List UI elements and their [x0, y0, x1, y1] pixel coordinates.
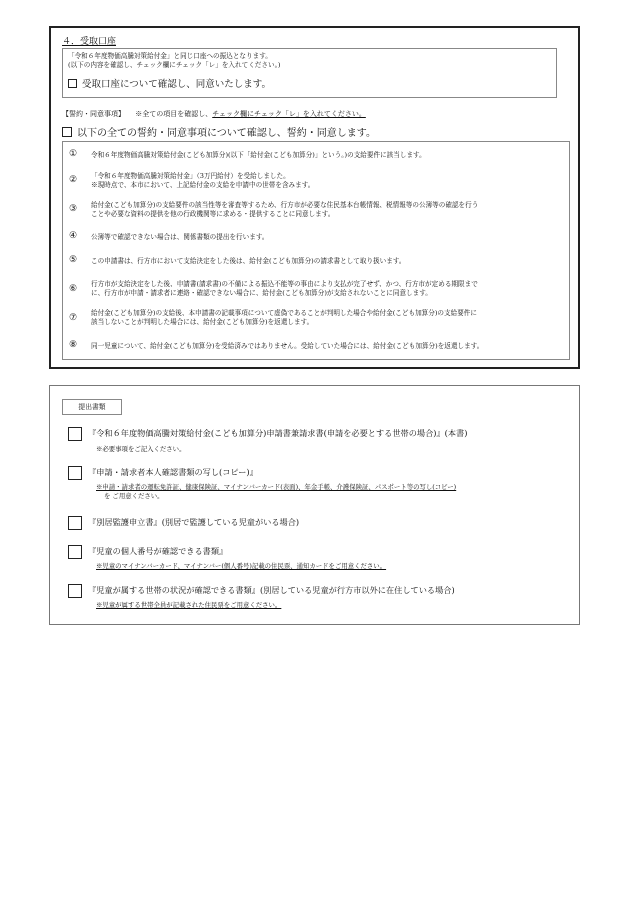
- receiving-account-box: [62, 48, 557, 98]
- pledge-heading: [62, 109, 366, 119]
- pledge-item-number: ④: [69, 231, 78, 241]
- document-checkbox[interactable]: [68, 584, 82, 598]
- pledge-item-number: ①: [69, 149, 78, 159]
- pledge-item-text: 該当しないことが判明した場合には、給付金(こども加算分)を返還します。: [91, 318, 314, 326]
- pledge-consent-label: 以下の全ての誓約・同意事項について確認し、誓約・同意します。: [77, 128, 376, 139]
- receiving-account-consent-label: 受取口座について確認し、同意いたします。: [82, 79, 272, 90]
- pledge-item: [63, 230, 571, 248]
- receiving-account-checkbox[interactable]: [68, 79, 77, 88]
- pledge-heading-prefix: 【誓約・同意事項】: [62, 110, 125, 118]
- pledge-item-number: ⑤: [69, 255, 78, 265]
- receiving-account-heading: ４．受取口座: [62, 37, 117, 47]
- document-note: を ご用意ください。: [104, 492, 164, 500]
- pledge-item: [63, 277, 571, 301]
- document-title: 『別居監護申立書』(別居で監護している児童がいる場合): [88, 517, 300, 527]
- document-title: 『令和６年度物価高騰対策給付金(こども加算分)申請書兼請求書(申請を必要とする世帯の場合)』(本書): [88, 428, 468, 438]
- document-checkbox[interactable]: [68, 545, 82, 559]
- receiving-account-line1: 「令和６年度物価高騰対策給付金」と同じ口座への振込となります。: [68, 52, 272, 60]
- pledge-item-number: ②: [69, 175, 78, 185]
- document-note: ※児童が属する世帯全員が記載された住民票をご用意ください。: [96, 601, 282, 609]
- document-item: [68, 427, 568, 457]
- document-item: [68, 584, 568, 614]
- document-note: ※申請・請求者の運転免許証、健康保険証、マイナンバーカード(表面)、年金手帳、介護保険証、パスポート等の写し(コピー): [96, 483, 457, 491]
- pledge-item: [63, 147, 571, 165]
- pledge-item-text: に、行方市が申請・請求者に連絡・確認できない場合に、給付金(こども加算分)が支給されないことに同意します。: [91, 289, 432, 297]
- pledge-item-text: 給付金(こども加算分)の支給要件の該当性等を審査等するため、行方市が必要な住民基本台帳情報、税情報等の公簿等の確認を行う: [91, 201, 479, 209]
- document-note: ※必要事項をご記入ください。: [96, 445, 186, 453]
- pledge-item-number: ⑦: [69, 313, 78, 323]
- receiving-account-line2: (以下の内容を確認し、チェック欄にチェック「レ」を入れてください。): [68, 61, 281, 69]
- document-note: ※児童のマイナンバーカード、マイナンバー(個人番号)記載の住民票、通知カードをご用意ください。: [96, 562, 387, 570]
- pledge-item-text: 同一児童について、給付金(こども加算分)を受給済みではありません。受給していた場合には、給付金(こども加算分)を返還します。: [91, 342, 484, 350]
- pledge-item: [63, 306, 571, 330]
- document-title: 『児童の個人番号が確認できる書類』: [88, 546, 228, 556]
- pledge-item-text: 「令和６年度物価高騰対策給付金」（3万円給付）を受給しました。: [91, 172, 290, 180]
- document-checkbox[interactable]: [68, 516, 82, 530]
- documents-label: 提出書類: [62, 399, 122, 415]
- pledge-item-number: ⑥: [69, 284, 78, 294]
- pledge-item: [63, 254, 571, 272]
- document-title: 『申請・請求者本人確認書類の写し(コピー)』: [88, 467, 258, 477]
- pledge-item-text: 行方市が支給決定をした後、申請書(請求書)の不備による振込不能等の事由により支払が完了せず、かつ、行方市が定める期限まで: [91, 280, 478, 288]
- document-item: [68, 466, 568, 506]
- document-item: [68, 545, 568, 575]
- pledge-item-text: 給付金(こども加算分)の支給後、本申請書の記載事項について虚偽であることが判明した場合や給付金(こども加算分)の支給要件に: [91, 309, 477, 317]
- document-checkbox[interactable]: [68, 427, 82, 441]
- document-title: 『児童が属する世帯の状況が確認できる書類』(別居している児童が行方市以外に在住している場合): [88, 585, 455, 595]
- pledge-item-list: [62, 141, 570, 360]
- pledge-checkbox[interactable]: [62, 127, 72, 137]
- pledge-consent[interactable]: [62, 124, 376, 139]
- pledge-heading-text: ※全ての項目を確認し、: [135, 110, 213, 118]
- pledge-item-text: ことや必要な資料の提供を他の行政機関等に求める・提供することに同意します。: [91, 210, 335, 218]
- pledge-item-text: この申請書は、行方市において支給決定をした後は、給付金(こども加算分)の請求書として取り扱います。: [91, 257, 406, 265]
- document-checkbox[interactable]: [68, 466, 82, 480]
- document-item: [68, 516, 568, 536]
- pledge-item-text: 公簿等で確認できない場合は、関係書類の提出を行います。: [91, 233, 269, 241]
- receiving-account-consent[interactable]: [68, 76, 551, 90]
- pledge-heading-underlined: チェック欄にチェック「レ」を入れてください。: [212, 110, 366, 118]
- pledge-item-text: 令和６年度物価高騰対策給付金(こども加算分)(以下「給付金(こども加算分)」という。)の支給要件に該当します。: [91, 151, 426, 159]
- pledge-item: [63, 339, 571, 357]
- pledge-item-number: ⑧: [69, 340, 78, 350]
- pledge-item-number: ③: [69, 204, 78, 214]
- pledge-item: [63, 198, 571, 222]
- pledge-item-text: ※現時点で、本市において、上記給付金の支給を申請中の世帯を含みます。: [91, 181, 315, 189]
- pledge-item: [63, 169, 571, 193]
